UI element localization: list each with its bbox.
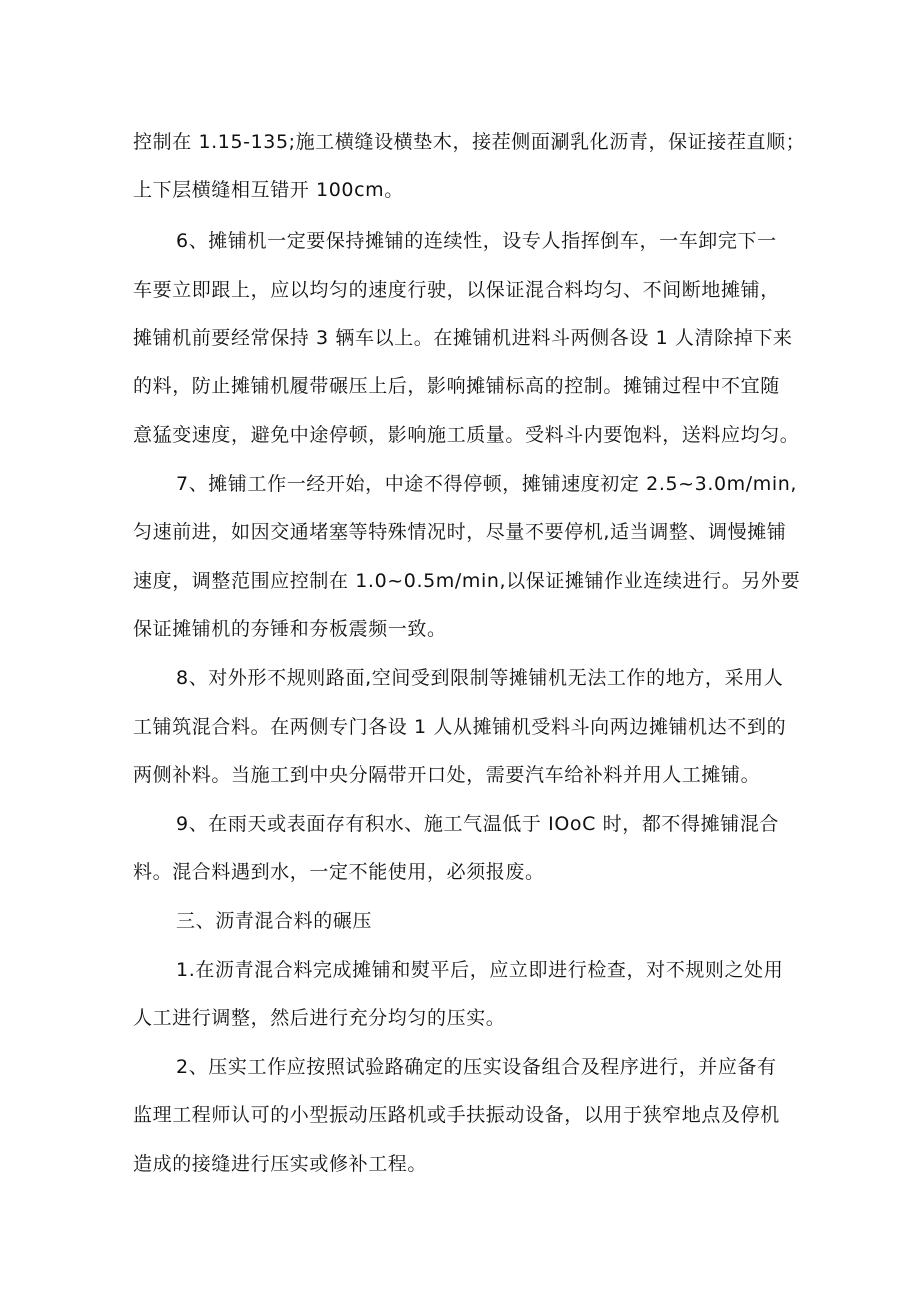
text-line: 控制在 1.15-135;施工横缝设横垫木，接茬侧面涮乳化沥青，保证接茬直顺； [133,131,806,153]
text-line: 监理工程师认可的小型振动压路机或手扶振动设备，以用于狭窄地点及停机 [133,1104,780,1126]
paragraph-start-line: 2、压实工作应按照试验路确定的压实设备组合及程序进行，并应备有 [176,1056,777,1078]
paragraph-start-line: 1.在沥青混合料完成摊铺和熨平后，应立即进行检查，对不规则之处用 [176,959,784,981]
text-line: 工铺筑混合料。在两侧专门各设 1 人从摊铺机受料斗向两边摊铺机达不到的 [133,716,787,738]
text-line: 的料，防止摊铺机履带碾压上后，影响摊铺标高的控制。摊铺过程中不宜随 [133,375,780,397]
paragraph-start-line: 7、摊铺工作一经开始，中途不得停顿，摊铺速度初定 2.5~3.0m∕min, [176,473,798,495]
text-line: 速度，调整范围应控制在 1.0~0.5m∕min,以保证摊铺作业连续进行。另外要 [133,570,801,592]
paragraph-start-line: 8、对外形不规则路面,空间受到限制等摊铺机无法工作的地方，采用人 [176,667,784,689]
text-line: 两侧补料。当施工到中央分隔带开口处，需要汽车给补料并用人工摊铺。 [133,764,761,786]
paragraph-start-line: 6、摊铺机一定要保持摊铺的连续性，设专人指挥倒车，一车卸完下一 [176,230,777,252]
text-line: 料。混合料遇到水，一定不能使用，必须报废。 [133,861,545,883]
section-heading: 三、沥青混合料的碾压 [176,910,373,932]
text-line: 上下层横缝相互错开 100cm。 [133,179,404,201]
text-line: 保证摊铺机的夯锤和夯板震频一致。 [133,618,447,640]
text-line: 造成的接缝进行压实或修补工程。 [133,1153,428,1175]
text-line: 人工进行调整，然后进行充分均匀的压实。 [133,1007,506,1029]
text-line: 摊铺机前要经常保持 3 辆车以上。在摊铺机进料斗两侧各设 1 人清除掉下来 [133,327,793,349]
paragraph-start-line: 9、在雨天或表面存有积水、施工气温低于 IOoC 时，都不得摊铺混合 [176,813,780,835]
text-line: 意猛变速度，避免中途停顿，影响施工质量。受料斗内要饱料，送料应均匀。 [133,424,800,446]
text-line: 匀速前进，如因交通堵塞等特殊情况时，尽量不要停机,适当调整、调慢摊铺 [133,521,787,543]
text-line: 车要立即跟上，应以均匀的速度行驶，以保证混合料均匀、不间断地摊铺， [133,279,780,301]
